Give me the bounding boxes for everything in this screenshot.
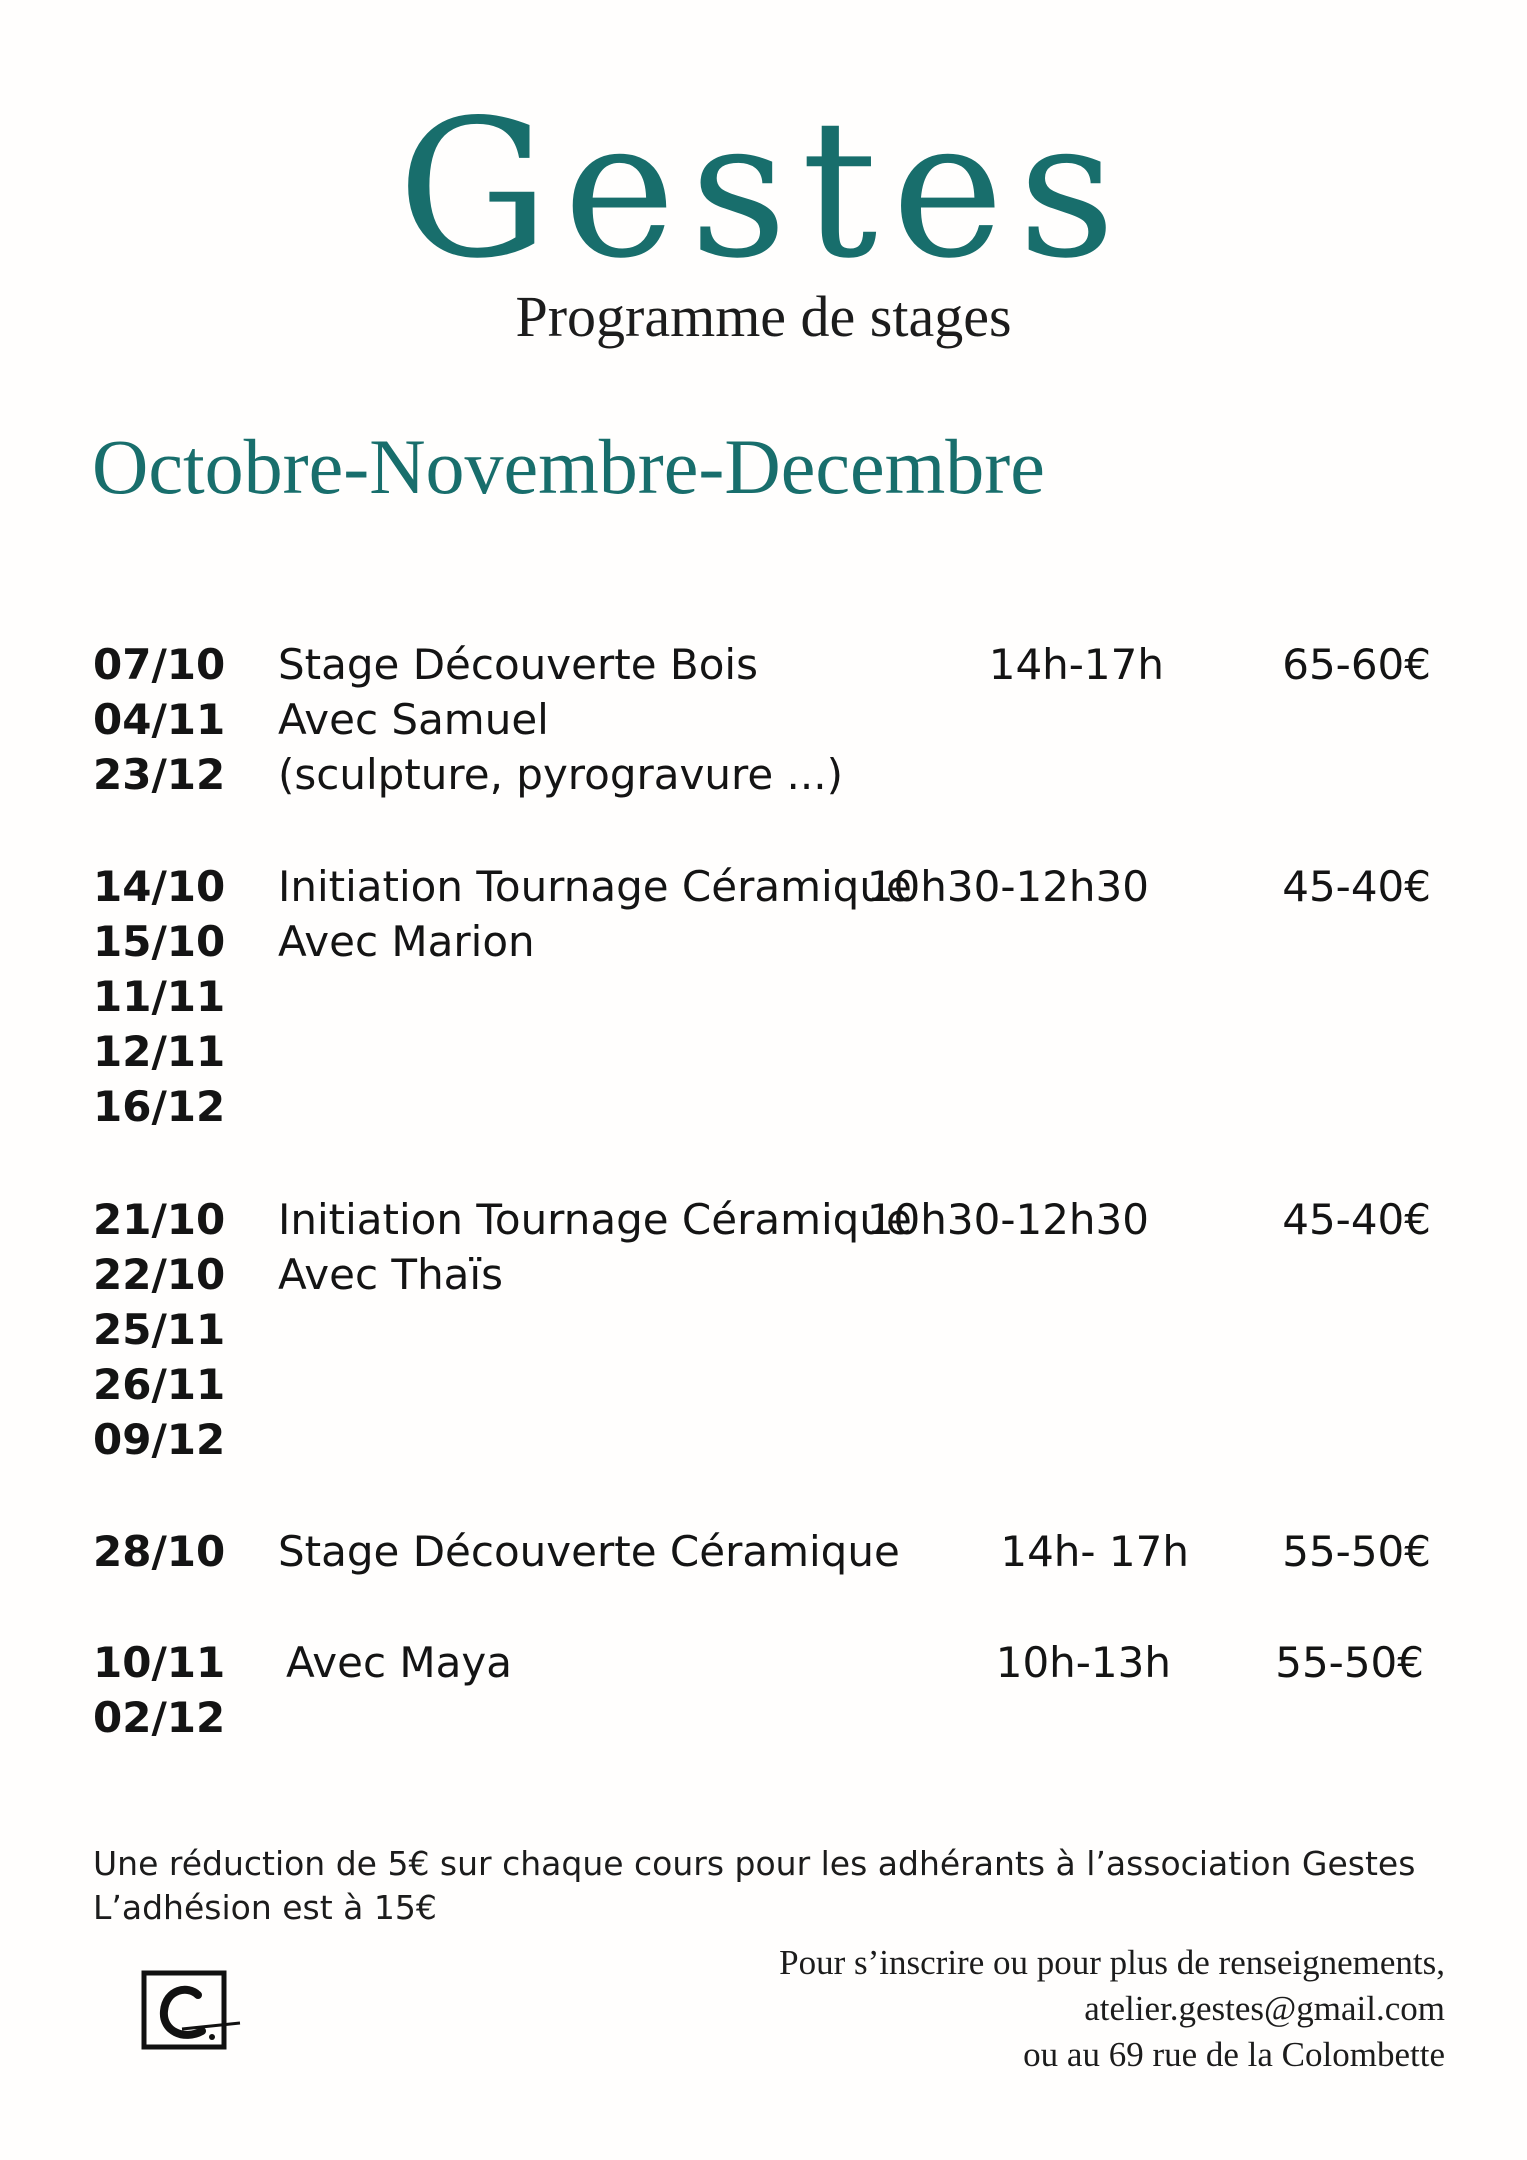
period-heading: Octobre-Novembre-Decembre: [92, 423, 1045, 510]
schedule-row: [0, 1247, 1527, 1303]
schedule-row: [0, 969, 1527, 1025]
row-description: Avec Thaïs: [278, 1250, 503, 1299]
row-date: 16/12: [93, 1082, 226, 1131]
page-title: Gestes: [397, 79, 1130, 300]
schedule-row: [0, 1690, 1527, 1746]
row-description: Stage Découverte Céramique: [278, 1527, 900, 1576]
contact-address: ou au 69 rue de la Colombette: [1023, 2035, 1445, 2074]
row-price: 45-40€: [1282, 1195, 1431, 1244]
schedule-row: [0, 1357, 1527, 1413]
gestes-logo-icon: [140, 1965, 260, 2065]
contact-intro: Pour s’inscrire ou pour plus de renseignements,: [779, 1943, 1445, 1982]
row-description: Avec Maya: [286, 1638, 512, 1687]
row-date: 12/11: [93, 1027, 226, 1076]
row-date: 15/10: [93, 917, 226, 966]
row-price: 45-40€: [1282, 862, 1431, 911]
row-date: 22/10: [93, 1250, 226, 1299]
row-date: 26/11: [93, 1360, 226, 1409]
row-time: 10h30-12h30: [866, 862, 1149, 911]
row-date: 04/11: [93, 695, 226, 744]
row-description: (sculpture, pyrogravure ...): [278, 750, 843, 799]
schedule-row: [0, 747, 1527, 803]
schedule-row: [0, 637, 1527, 693]
schedule-row: [0, 1524, 1527, 1580]
row-description: Avec Marion: [278, 917, 535, 966]
row-date: 02/12: [93, 1693, 226, 1742]
discount-note: Une réduction de 5€ sur chaque cours pour les adhérants à l’association Gestes: [93, 1844, 1416, 1883]
row-date: 14/10: [93, 862, 226, 911]
row-date: 09/12: [93, 1415, 226, 1464]
row-date: 07/10: [93, 640, 226, 689]
contact-email[interactable]: atelier.gestes@gmail.com: [1084, 1989, 1445, 2028]
schedule-row: [0, 1192, 1527, 1248]
page-subtitle: Programme de stages: [515, 284, 1012, 349]
row-price: 55-50€: [1282, 1527, 1431, 1576]
schedule-row: [0, 692, 1527, 748]
membership-note: L’adhésion est à 15€: [93, 1888, 437, 1927]
schedule-row: [0, 1635, 1527, 1691]
schedule-row: [0, 914, 1527, 970]
row-date: 21/10: [93, 1195, 226, 1244]
schedule-row: [0, 1079, 1527, 1135]
row-date: 23/12: [93, 750, 226, 799]
row-date: 11/11: [93, 972, 226, 1021]
row-time: 10h30-12h30: [866, 1195, 1149, 1244]
row-description: Initiation Tournage Céramique: [278, 862, 912, 911]
row-date: 25/11: [93, 1305, 226, 1354]
row-time: 10h-13h: [995, 1638, 1171, 1687]
row-description: Stage Découverte Bois: [278, 640, 758, 689]
row-price: 55-50€: [1275, 1638, 1424, 1687]
row-description: Initiation Tournage Céramique: [278, 1195, 912, 1244]
row-price: 65-60€: [1282, 640, 1431, 689]
row-date: 10/11: [93, 1638, 226, 1687]
row-description: Avec Samuel: [278, 695, 549, 744]
schedule-row: [0, 1412, 1527, 1468]
schedule-row: [0, 859, 1527, 915]
row-date: 28/10: [93, 1527, 226, 1576]
row-time: 14h- 17h: [1000, 1527, 1189, 1576]
schedule-row: [0, 1302, 1527, 1358]
schedule-row: [0, 1024, 1527, 1080]
row-time: 14h-17h: [988, 640, 1164, 689]
